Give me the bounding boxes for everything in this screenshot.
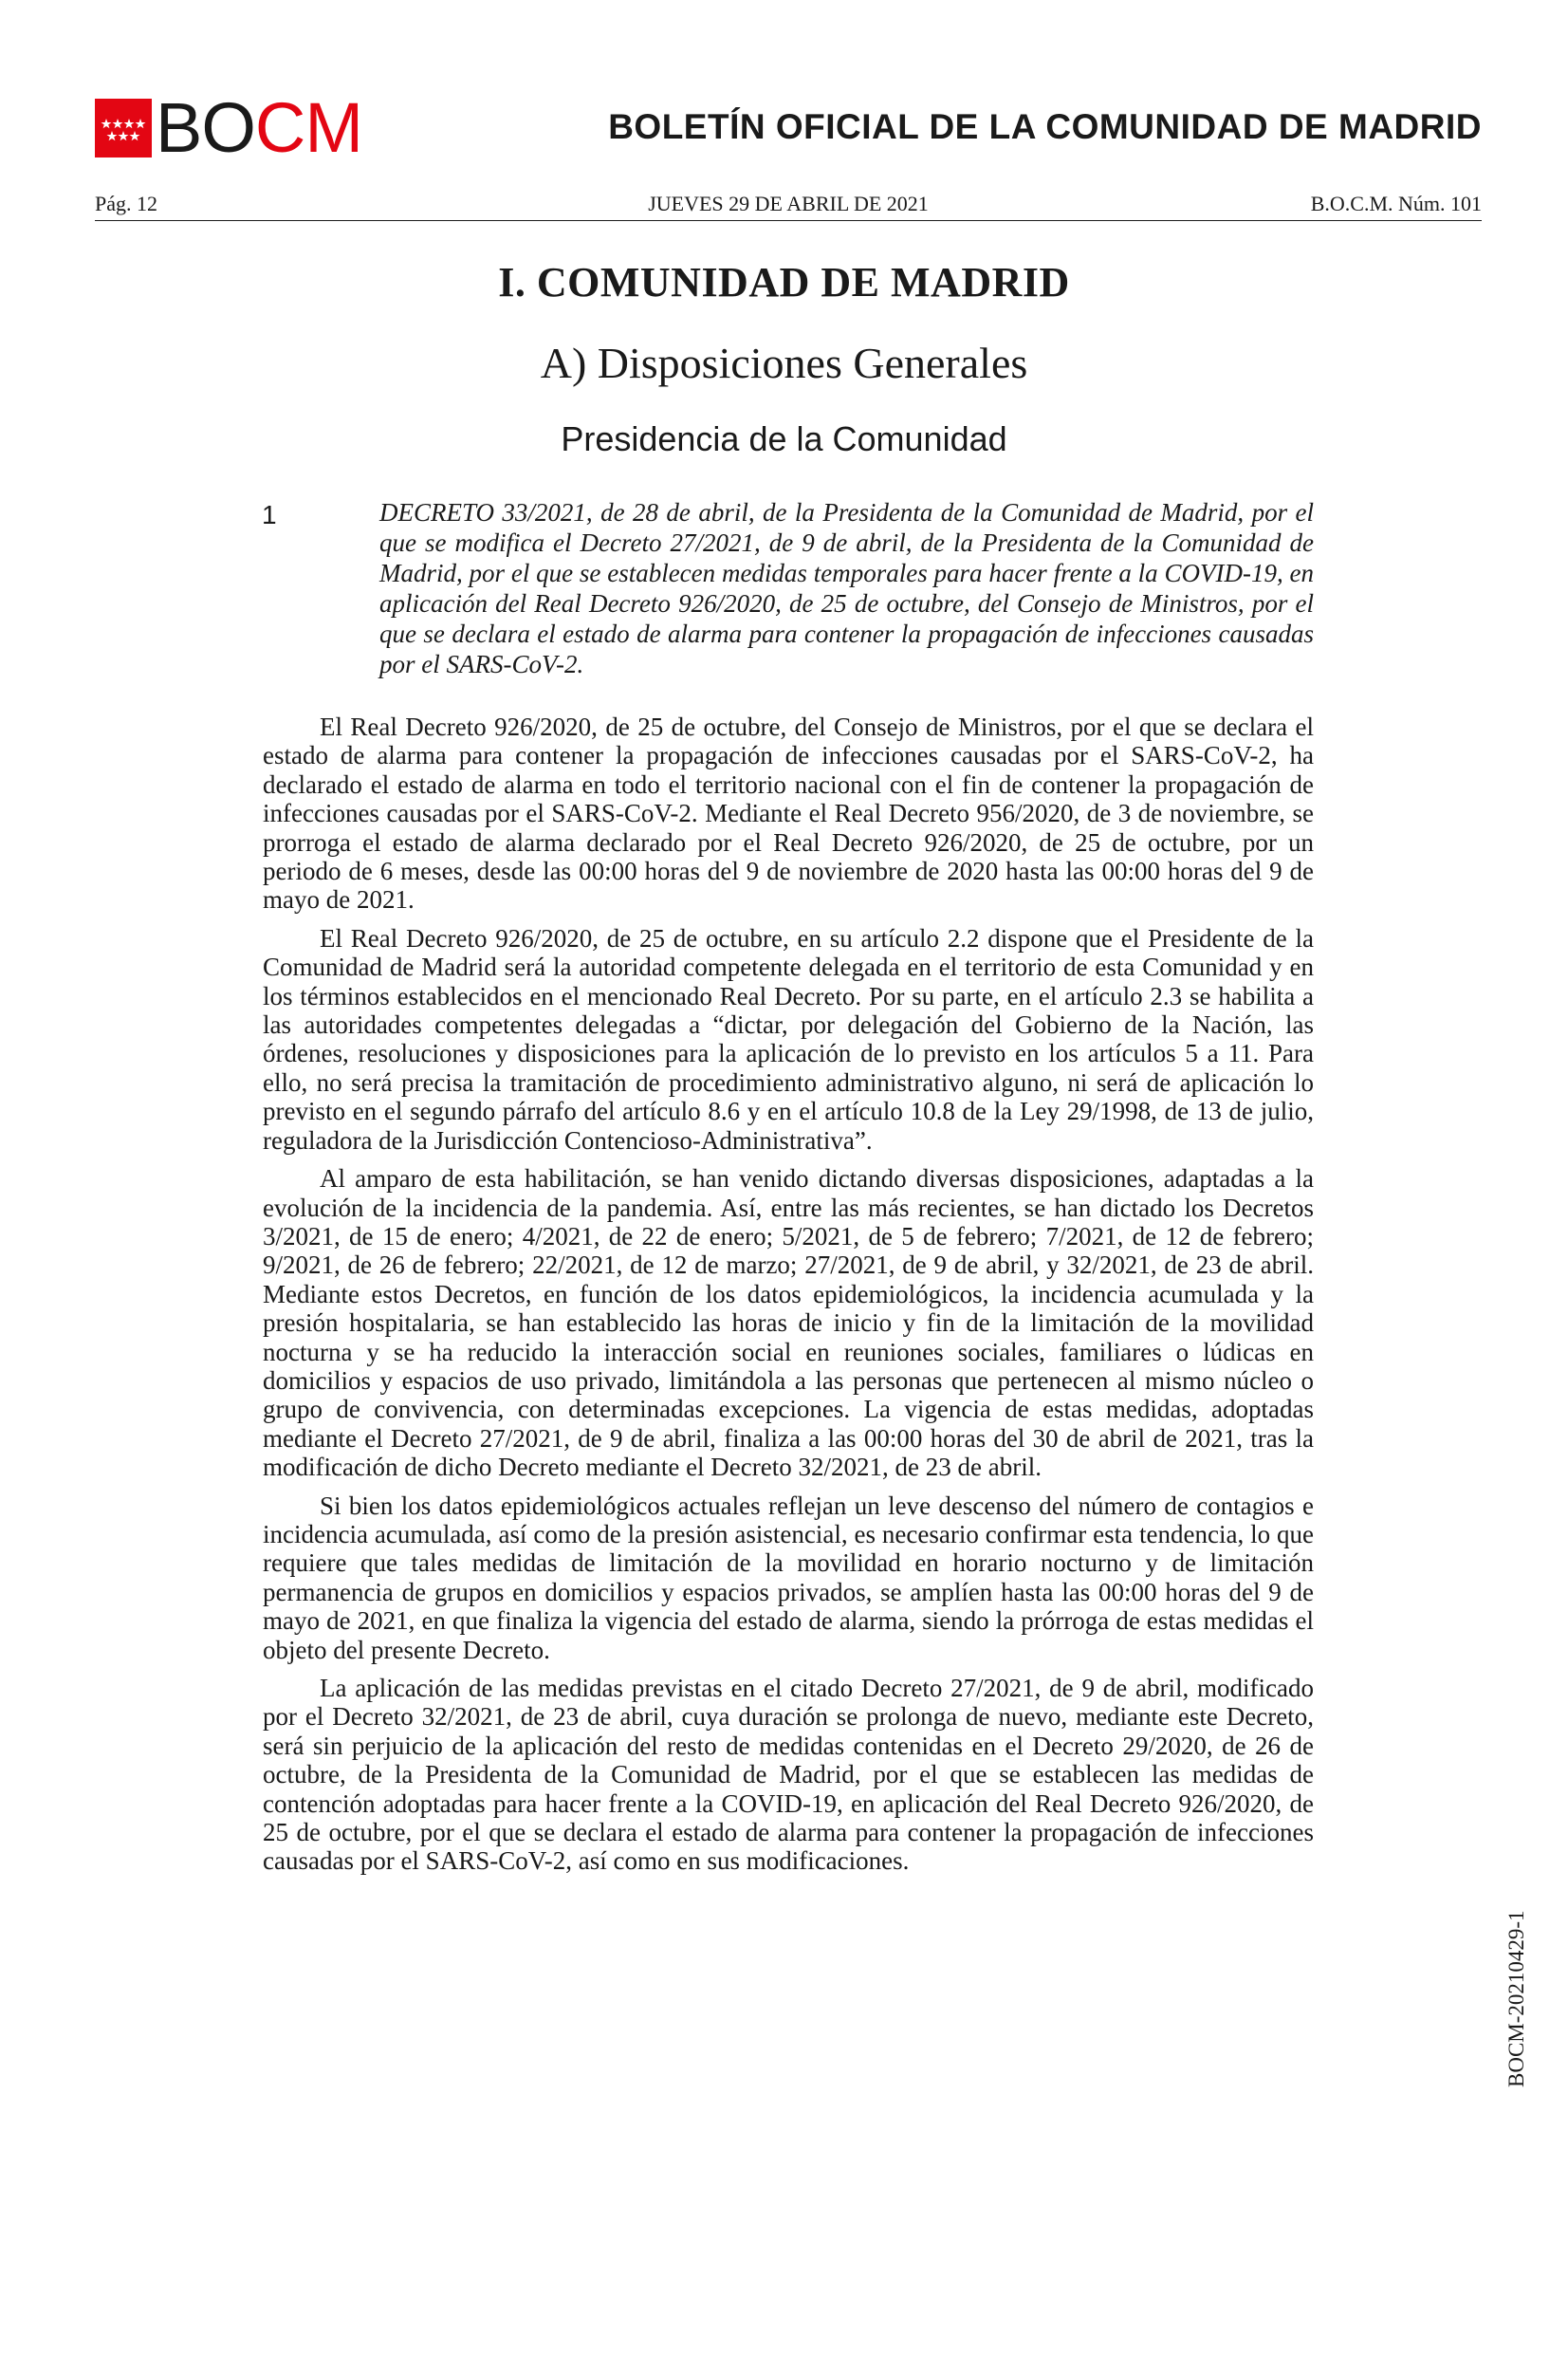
issue-number: B.O.C.M. Núm. 101: [1310, 192, 1482, 215]
running-header: [95, 190, 1482, 218]
decree-body: [263, 713, 1314, 1885]
decree-summary: DECRETO 33/2021, de 28 de abril, de la Presidenta de la Comunidad de Madrid, por el que se modifica el Decreto 27/2021, de 9 de abril, de la Presidenta de la Comunidad de Madrid, por el que se establecen medidas temporales para hacer frente a la COVID-19, en aplicación del Real Decreto 926/2020, de 25 de octubre, del Consejo de Ministros, por el que se declara el estado de alarma para contener la propagación de infecciones causadas por el SARS-CoV-2.: [379, 498, 1314, 678]
side-reference-code: [1501, 1910, 1535, 2372]
issue-date: JUEVES 29 DE ABRIL DE 2021: [648, 192, 929, 215]
madrid-flag-icon: [95, 99, 152, 158]
logo-wordmark: [156, 89, 362, 167]
section-title: I. COMUNIDAD DE MADRID: [498, 259, 1070, 306]
side-reference-text: BOCM-20210429-1: [1504, 1910, 1528, 2087]
masthead-title: BOLETÍN OFICIAL DE LA COMUNIDAD DE MADRID: [608, 107, 1482, 146]
item-number: 1: [262, 500, 277, 529]
organism-title: Presidencia de la Comunidad: [561, 419, 1007, 458]
page-number: Pág. 12: [95, 192, 157, 215]
subsection-title: A) Disposiciones Generales: [540, 339, 1028, 387]
body-paragraph: Al amparo de esta habilitación, se han venido dictando diversas disposiciones, adaptadas a la evolución de la incidencia de la pandemia. Así, entre las más recientes, se han dictado los Decretos 3/2021, de 15 de enero; 4/2021, de 22 de enero; 5/2021, de 5 de febrero; 7/2021, de 12 de febrero; 9/2021, de 26 de febrero; 22/2021, de 12 de marzo; 27/2021, de 9 de abril, y 32/2021, de 23 de abril. Mediante estos Decretos, en función de los datos epidemiológicos, la incidencia acumulada y la presión hospitalaria, se han establecido las horas de inicio y fin de la limitación de la movilidad nocturna y se ha reducido la interacción social en reuniones sociales, familiares o lúdicas en domicilios y espacios de uso privado, limitándola a las personas que pertenecen al mismo núcleo o grupo de convivencia, con determinadas excepciones. La vigencia de estas medidas, adoptadas mediante el Decreto 27/2021, de 9 de abril, finaliza a las 00:00 horas del 30 de abril de 2021, tras la modificación de dicho Decreto mediante el Decreto 32/2021, de 23 de abril.: [263, 1164, 1314, 1482]
logo-wordmark-bo: BO: [156, 88, 255, 167]
bocm-logo: [95, 88, 379, 167]
header-rule: [95, 220, 1482, 221]
body-paragraph: Si bien los datos epidemiológicos actuales reflejan un leve descenso del número de contagios e incidencia acumulada, así como de la presión asistencial, es necesario confirmar esta tendencia, lo que requiere que tales medidas de limitación de la movilidad en horario nocturno y de limitación permanencia de grupos en domicilios y espacios privados, se amplíen hasta las 00:00 horas del 9 de mayo de 2021, en que finaliza la vigencia del estado de alarma, siendo la prórroga de estas medidas el objeto del presente Decreto.: [263, 1491, 1314, 1664]
body-paragraph: La aplicación de las medidas previstas en el citado Decreto 27/2021, de 9 de abril, modificado por el Decreto 32/2021, de 23 de abril, cuya duración se prolonga de nuevo, mediante este Decreto, será sin perjuicio de la aplicación del resto de medidas contenidas en el Decreto 29/2020, de 26 de octubre, de la Presidenta de la Comunidad de Madrid, por el que se establecen las medidas de contención adoptadas para hacer frente a la COVID-19, en aplicación del Real Decreto 926/2020, de 25 de octubre, por el que se declara el estado de alarma para contener la propagación de infecciones causadas por el SARS-CoV-2, así como en sus modificaciones.: [263, 1674, 1314, 1876]
body-paragraph: El Real Decreto 926/2020, de 25 de octubre, del Consejo de Ministros, por el que se declara el estado de alarma para contener la propagación de infecciones causadas por el SARS-CoV-2, ha declarado el estado de alarma en todo el territorio nacional con el fin de contener la propagación de infecciones causadas por el SARS-CoV-2. Mediante el Real Decreto 956/2020, de 3 de noviembre, se prorroga el estado de alarma declarado por el Real Decreto 926/2020, de 25 de octubre, por un periodo de 6 meses, desde las 00:00 horas del 9 de noviembre de 2020 hasta las 00:00 horas del 9 de mayo de 2021.: [263, 713, 1314, 915]
logo-wordmark-cm: CM: [254, 88, 363, 167]
body-paragraph: El Real Decreto 926/2020, de 25 de octubre, en su artículo 2.2 dispone que el Presidente de la Comunidad de Madrid será la autoridad competente delegada en el territorio de esta Comunidad y en los términos establecidos en el mencionado Real Decreto. Por su parte, en el artículo 2.3 se habilita a las autoridades competentes delegadas a “dictar, por delegación del Gobierno de la Nación, las órdenes, resoluciones y disposiciones para la aplicación de lo previsto en los artículos 5 a 11. Para ello, no será precisa la tramitación de procedimiento administrativo alguno, ni será de aplicación lo previsto en el segundo párrafo del artículo 8.6 y en el artículo 10.8 de la Ley 29/1998, de 13 de julio, reguladora de la Jurisdicción Contencioso-Administrativa”.: [263, 923, 1314, 1155]
